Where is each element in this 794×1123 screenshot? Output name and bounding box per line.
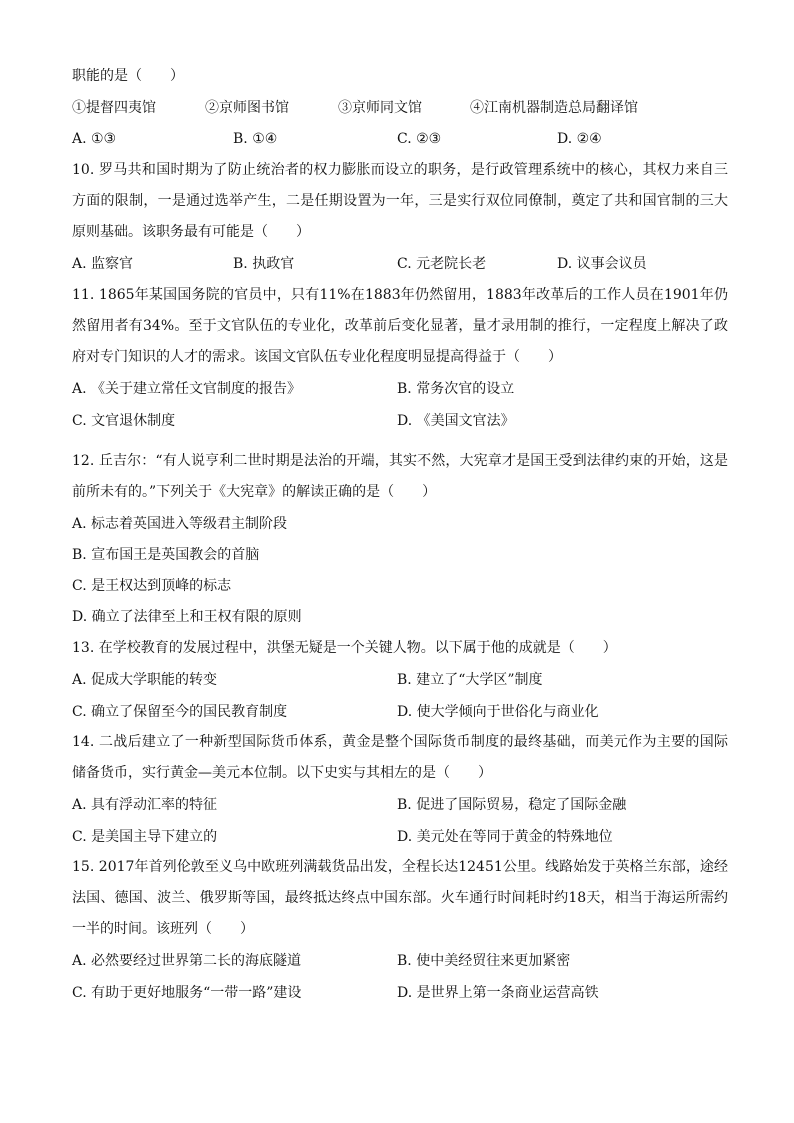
q13-option-a: A. 促成大学职能的转变	[72, 672, 218, 688]
q15-option-c: C. 有助于更好地服务“一带一路”建设	[72, 985, 302, 1001]
q12-stem: 12. 丘吉尔：“有人说亨利二世时期是法治的开端，其实不然，大宪章才是国王受到法律约束的开始，这是前所未有的。”下列关于《大宪章》的解读正确的是（ ）	[72, 453, 728, 500]
q14-option-d: D. 美元处在等同于黄金的特殊地位	[397, 829, 613, 845]
q13-stem: 13. 在学校教育的发展过程中，洪堡无疑是一个关键人物。以下属于他的成就是（ ）	[72, 640, 617, 656]
q9-option-a: A. ①③	[72, 131, 117, 147]
q15-option-b: B. 使中美经贸往来更加紧密	[397, 953, 571, 969]
q9-item-1: ①提督四夷馆	[72, 100, 156, 116]
q14-option-a: A. 具有浮动汇率的特征	[72, 797, 218, 813]
q14-option-b: B. 促进了国际贸易，稳定了国际金融	[397, 797, 627, 813]
q10-option-b: B. 执政官	[233, 256, 295, 272]
q9-option-d: D. ②④	[557, 131, 602, 147]
q11-stem: 11. 1865年某国国务院的官员中，只有11%在1883年仍然留用，1883年改革后的工作人员在1901年仍然留用者有34%。至于文官队伍的专业化，改革前后变化显著，量才录用制的推行，一定程度上解决了政府对专门知识的人才的需求。该国文官队伍专业化程度明显提高得益于（ ）	[72, 287, 728, 365]
q11-option-a: A. 《关于建立常任文官制度的报告》	[72, 381, 302, 397]
q12-option-b: B. 宣布国王是英国教会的首脑	[72, 547, 260, 563]
q10-option-d: D. 议事会议员	[557, 256, 647, 272]
q14-stem: 14. 二战后建立了一种新型国际货币体系，黄金是整个国际货币制度的最终基础，而美元作为主要的国际储备货币，实行黄金—美元本位制。以下史实与其相左的是（ ）	[72, 734, 728, 781]
q11-option-b: B. 常务次官的设立	[397, 381, 515, 397]
q9-option-c: C. ②③	[397, 131, 442, 147]
q15-option-a: A. 必然要经过世界第二长的海底隧道	[72, 953, 302, 969]
q10-option-a: A. 监察官	[72, 256, 134, 272]
q13-option-d: D. 使大学倾向于世俗化与商业化	[397, 704, 599, 720]
q11-option-d: D. 《美国文官法》	[397, 413, 515, 429]
q9-item-2: ②京师图书馆	[205, 100, 289, 116]
q13-option-b: B. 建立了“大学区”制度	[397, 672, 543, 688]
q9-item-3: ③京师同文馆	[338, 100, 422, 116]
q10-option-c: C. 元老院长老	[397, 256, 487, 272]
q14-option-c: C. 是美国主导下建立的	[72, 829, 218, 845]
q9-option-b: B. ①④	[233, 131, 278, 147]
q9-stem-tail: 职能的是（ ）	[72, 68, 184, 84]
q9-item-4: ④江南机器制造总局翻译馆	[470, 100, 638, 116]
q15-stem: 15. 2017年首列伦敦至义乌中欧班列满载货品出发，全程长达12451公里。线路始发于英格兰东部，途经法国、德国、波兰、俄罗斯等国，最终抵达终点中国东部。火车通行时间耗时约18天，相当于海运所需约一半的时间。该班列（ ）	[72, 859, 728, 937]
q12-option-d: D. 确立了法律至上和王权有限的原则	[72, 609, 302, 625]
q11-option-c: C. 文官退休制度	[72, 413, 176, 429]
q15-option-d: D. 是世界上第一条商业运营高铁	[397, 985, 599, 1001]
q10-stem: 10. 罗马共和国时期为了防止统治者的权力膨胀而设立的职务，是行政管理系统中的核心，其权力来自三方面的限制，一是通过选举产生，二是任期设置为一年，三是实行双位同僚制，奠定了共和国官制的三大原则基础。该职务最有可能是（ ）	[72, 162, 728, 240]
q13-option-c: C. 确立了保留至今的国民教育制度	[72, 704, 288, 720]
q12-option-c: C. 是王权达到顶峰的标志	[72, 578, 232, 594]
q12-option-a: A. 标志着英国进入等级君主制阶段	[72, 516, 288, 532]
